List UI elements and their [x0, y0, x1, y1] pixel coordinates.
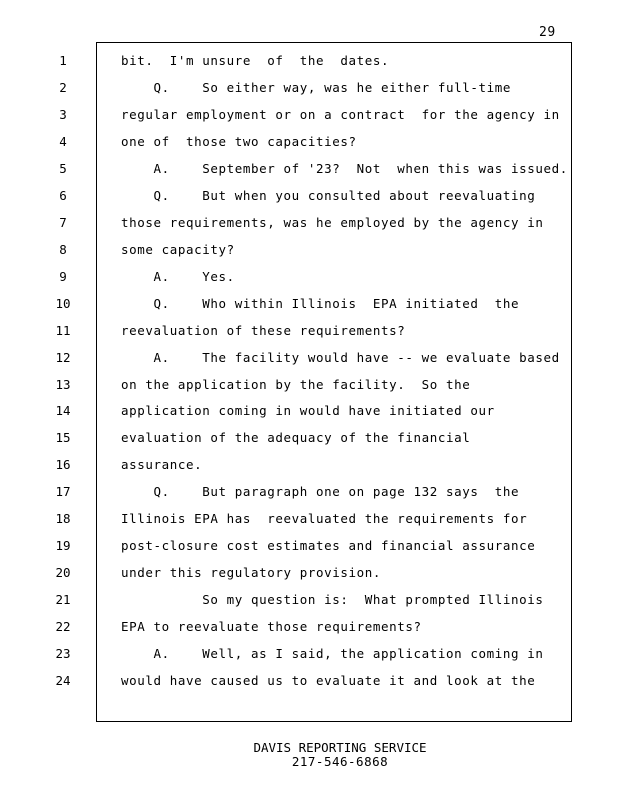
transcript-line: A. Well, as I said, the application coming in — [121, 646, 544, 661]
transcript-line: some capacity? — [121, 242, 235, 257]
line-number: 23 — [55, 646, 71, 661]
transcript-line: evaluation of the adequacy of the financial — [121, 430, 471, 445]
transcript-line: those requirements, was he employed by the agency in — [121, 215, 544, 230]
transcript-line: application coming in would have initiated our — [121, 403, 495, 418]
transcript-line: A. Yes. — [121, 269, 235, 284]
transcript-line: post-closure cost estimates and financial assurance — [121, 538, 536, 553]
line-number: 8 — [59, 242, 67, 257]
line-number: 11 — [55, 323, 71, 338]
line-number: 4 — [59, 134, 67, 149]
line-number: 17 — [55, 484, 71, 499]
line-number: 22 — [55, 619, 71, 634]
page-number: 29 — [539, 25, 556, 40]
transcript-line: A. September of '23? Not when this was issued. — [121, 161, 568, 176]
transcript-line: under this regulatory provision. — [121, 565, 382, 580]
reporter-phone: 217-546-6868 — [291, 754, 389, 769]
line-number: 2 — [59, 80, 67, 95]
transcript-line: one of those two capacities? — [121, 134, 357, 149]
line-number: 13 — [55, 377, 71, 392]
transcript-line: regular employment or on a contract for the agency in — [121, 107, 560, 122]
transcript-line: reevaluation of these requirements? — [121, 323, 406, 338]
line-number: 10 — [55, 296, 71, 311]
line-number: 19 — [55, 538, 71, 553]
line-number: 16 — [55, 457, 71, 472]
line-number: 18 — [55, 511, 71, 526]
line-number: 6 — [59, 188, 67, 203]
transcript-line: Q. So either way, was he either full-time — [121, 80, 512, 95]
line-number: 9 — [59, 269, 67, 284]
transcript-line: A. The facility would have -- we evaluate based — [121, 350, 560, 365]
line-number: 1 — [59, 53, 67, 68]
transcript-line: bit. I'm unsure of the dates. — [121, 53, 390, 68]
transcript-line: Q. But when you consulted about reevaluating — [121, 188, 536, 203]
line-number: 21 — [55, 592, 71, 607]
line-number: 12 — [55, 350, 71, 365]
transcript-line: on the application by the facility. So the — [121, 377, 471, 392]
transcript-line: would have caused us to evaluate it and look at the — [121, 673, 536, 688]
transcript-line: assurance. — [121, 457, 203, 472]
reporter-name: DAVIS REPORTING SERVICE — [253, 740, 427, 755]
transcript-line: Q. But paragraph one on page 132 says the — [121, 484, 520, 499]
line-number: 5 — [59, 161, 67, 176]
line-number: 14 — [55, 403, 71, 418]
line-number: 24 — [55, 673, 71, 688]
line-number: 7 — [59, 215, 67, 230]
transcript-line: Q. Who within Illinois EPA initiated the — [121, 296, 520, 311]
transcript-line: Illinois EPA has reevaluated the requirements for — [121, 511, 528, 526]
line-number: 15 — [55, 430, 71, 445]
transcript-line: So my question is: What prompted Illinois — [121, 592, 544, 607]
line-number: 3 — [59, 107, 67, 122]
line-number: 20 — [55, 565, 71, 580]
transcript-line: EPA to reevaluate those requirements? — [121, 619, 422, 634]
